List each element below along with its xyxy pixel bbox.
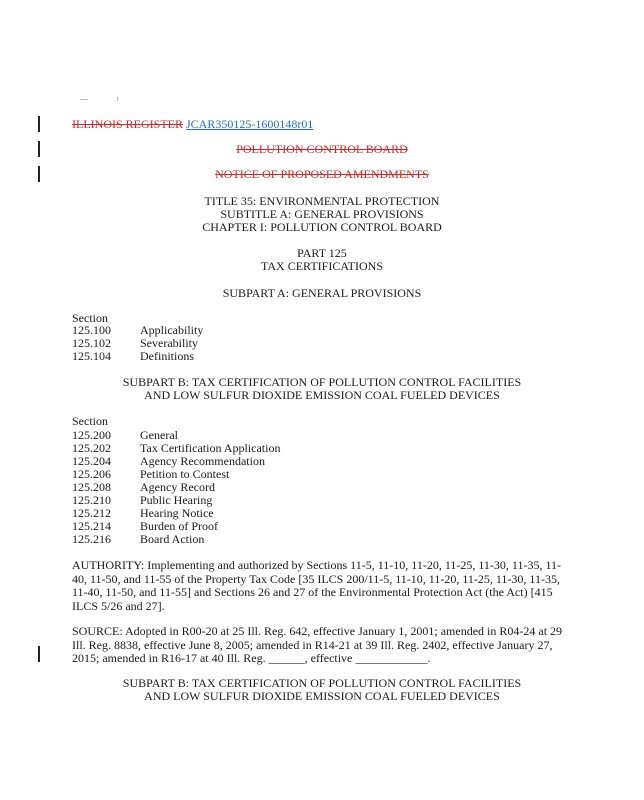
section-label: Section <box>72 311 108 325</box>
source-paragraph: SOURCE: Adopted in R00-20 at 25 Ill. Reg. 642, effective January 1, 2001; amended in R04-24 at 29 Ill. Reg. 8838, effective June 8, 2005; amended in R14-21 at 39 Ill. Reg. 2402, effective January 27, 2015; amended in R16-17 at 40 Ill. Reg. ______, effective ____________. <box>72 624 563 665</box>
chapter-line: CHAPTER I: POLLUTION CONTROL BOARD <box>202 220 442 234</box>
section-number: 125.200 <box>72 428 111 442</box>
section-title: Severability <box>140 336 198 350</box>
revision-bar <box>38 646 40 662</box>
subpart-b-heading-line2: AND LOW SULFUR DIOXIDE EMISSION COAL FUELED DEVICES <box>144 388 500 402</box>
subpart-b-repeat-line1: SUBPART B: TAX CERTIFICATION OF POLLUTION CONTROL FACILITIES <box>122 676 522 690</box>
section-row <box>72 350 194 363</box>
section-title: Agency Record <box>140 480 215 494</box>
part-line: PART 125 <box>297 246 347 260</box>
section-number: 125.204 <box>72 454 111 468</box>
subpart-b-heading-line1: SUBPART B: TAX CERTIFICATION OF POLLUTION CONTROL FACILITIES <box>122 375 522 389</box>
section-row <box>72 533 204 546</box>
board-struck-text: POLLUTION CONTROL BOARD <box>236 142 408 156</box>
subtitle-line: SUBTITLE A: GENERAL PROVISIONS <box>220 207 424 221</box>
notice-struck-text: NOTICE OF PROPOSED AMENDMENTS <box>215 167 429 181</box>
authority-paragraph: AUTHORITY: Implementing and authorized by Sections 11-5, 11-10, 11-20, 11-25, 11-30, 11-35, 11-40, 11-50, and 11-55 of the Property Tax Code [35 ILCS 200/11-5, 11-10, 11-20, 11-25, 11-30, 11-35, 11-40, 11-50, and 11-55] and Sections 26 and 27 of the Environmental Protection Act (the Act) [415 ILCS 5/26 and 27]. <box>72 558 562 613</box>
board-heading <box>0 143 644 156</box>
section-title: Definitions <box>140 349 194 363</box>
section-title: Hearing Notice <box>140 506 214 520</box>
scan-speck <box>117 97 118 101</box>
section-label: Section <box>72 414 108 428</box>
register-header <box>72 118 313 131</box>
section-title: Board Action <box>140 532 205 546</box>
section-title: Petition to Contest <box>140 467 230 481</box>
section-number: 125.212 <box>72 506 111 520</box>
jcar-inserted-text: JCAR350125-1600148r01 <box>186 117 314 131</box>
section-title: Tax Certification Application <box>140 441 281 455</box>
section-number: 125.102 <box>72 336 111 350</box>
section-number: 125.202 <box>72 441 111 455</box>
register-struck-text: ILLINOIS REGISTER <box>72 117 183 131</box>
section-title: Burden of Proof <box>140 519 218 533</box>
section-title: Applicability <box>140 323 204 337</box>
section-number: 125.216 <box>72 532 111 546</box>
section-number: 125.208 <box>72 480 111 494</box>
part-name-line: TAX CERTIFICATIONS <box>261 259 383 273</box>
subpart-a-heading: SUBPART A: GENERAL PROVISIONS <box>222 286 422 300</box>
section-title: Public Hearing <box>140 493 213 507</box>
subpart-b-repeat-line2: AND LOW SULFUR DIOXIDE EMISSION COAL FUELED DEVICES <box>144 689 500 703</box>
section-number: 125.214 <box>72 519 111 533</box>
section-number: 125.206 <box>72 467 111 481</box>
section-number: 125.104 <box>72 349 111 363</box>
revision-bar <box>38 116 40 132</box>
notice-heading <box>0 168 644 181</box>
section-title: General <box>140 428 178 442</box>
section-number: 125.210 <box>72 493 111 507</box>
scan-speck <box>80 99 88 100</box>
section-title: Agency Recommendation <box>140 454 265 468</box>
section-number: 125.100 <box>72 323 111 337</box>
title-line: TITLE 35: ENVIRONMENTAL PROTECTION <box>204 194 440 208</box>
